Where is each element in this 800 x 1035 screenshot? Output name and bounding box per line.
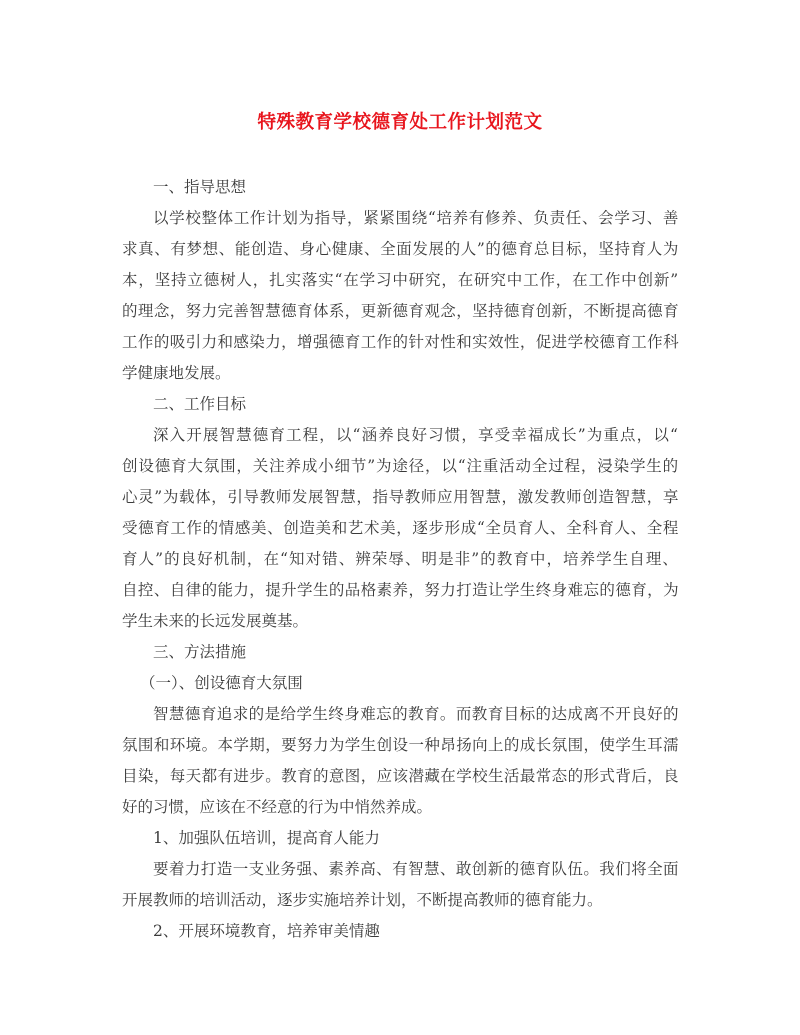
text-line-content: 的理念，努力完善智慧德育体系，更新德育观念，坚持德育创新，不断提高德育 [122,302,679,320]
text-line-content: 受德育工作的情感美、创造美和艺术美，逐步形成“全员育人、全科育人、全程 [122,519,679,537]
text-line [122,172,680,203]
subsection-heading [122,668,680,699]
document-title: 特殊教育学校德育处工作计划范文 [257,112,543,133]
section-heading [122,389,680,420]
section-heading [122,916,680,947]
text-line-content: 自控、自律的能力，提升学生的品格素养，努力打造让学生终身难忘的德育，为 [122,581,679,599]
text-line [122,637,680,668]
text-line-content: 一、指导思想 [153,178,247,196]
section-heading [122,172,680,203]
text-line-content: 本，坚持立德树人，扎实落实“在学习中研究，在研究中工作，在工作中创新” [122,271,679,289]
text-line [122,792,680,823]
text-line-content: 三、方法措施 [153,643,247,661]
text-line-content: 智慧德育追求的是给学生终身难忘的教育。而教育目标的达成离不开良好的 [153,705,679,723]
text-line-content: 氛围和环境。本学期，要努力为学生创设一种昂扬向上的成长氛围，使学生耳濡 [122,736,679,754]
section-heading [122,823,680,854]
text-line [122,265,680,296]
text-line [122,482,680,513]
text-line-content: 1、加强队伍培训，提高育人能力 [153,829,380,847]
text-line-content: 二、工作目标 [153,395,247,413]
text-line [122,606,680,637]
text-line [122,544,680,575]
text-line [122,420,680,451]
text-line-content: 开展教师的培训活动，逐步实施培养计划，不断提高教师的德育能力。 [122,891,603,909]
text-line-content: 2、开展环境教育，培养审美情趣 [153,922,380,940]
text-line [122,854,680,885]
text-line-content: 目染，每天都有进步。教育的意图，应该潜藏在学校生活最常态的形式背后，良 [122,767,679,785]
text-line [122,730,680,761]
paragraph [122,854,680,916]
text-line [122,327,680,358]
text-line [122,761,680,792]
text-line [122,885,680,916]
text-line [122,668,680,699]
text-line [122,575,680,606]
text-line [122,389,680,420]
document-body [122,172,680,947]
text-line-content: 创设德育大氛围，关注养成小细节”为途径，以“注重活动全过程，浸染学生的 [122,457,679,475]
text-line [122,699,680,730]
text-line-content: 求真、有梦想、能创造、身心健康、全面发展的人”的德育总目标，坚持育人为 [122,240,679,258]
text-line-content: 好的习惯，应该在不经意的行为中悄然养成。 [122,798,433,816]
text-line [122,823,680,854]
text-line-content: 以学校整体工作计划为指导，紧紧围绕“培养有修养、负责任、会学习、善 [153,209,679,227]
text-line-content: 心灵”为载体，引导教师发展智慧，指导教师应用智慧，激发教师创造智慧，享 [122,488,679,506]
text-line-content: 学健康地发展。 [122,364,231,382]
text-line [122,451,680,482]
text-line [122,513,680,544]
text-line-content: （一）、创设德育大氛围 [140,674,303,692]
text-line-content: 要着力打造一支业务强、素养高、有智慧、敢创新的德育队伍。我们将全面 [153,860,679,878]
text-line-content: 学生未来的长远发展奠基。 [122,612,309,630]
text-line [122,203,680,234]
section-heading [122,637,680,668]
text-line-content: 育人”的良好机制，在“知对错、辨荣辱、明是非”的教育中，培养学生自理、 [122,550,679,568]
text-line-content: 工作的吸引力和感染力，增强德育工作的针对性和实效性，促进学校德育工作科 [122,333,679,351]
text-line-content: 深入开展智慧德育工程，以“涵养良好习惯，享受幸福成长”为重点，以“ [153,426,679,444]
paragraph [122,699,680,823]
text-line [122,358,680,389]
text-line [122,916,680,947]
text-line [122,296,680,327]
paragraph [122,420,680,637]
text-line [122,234,680,265]
paragraph [122,203,680,389]
